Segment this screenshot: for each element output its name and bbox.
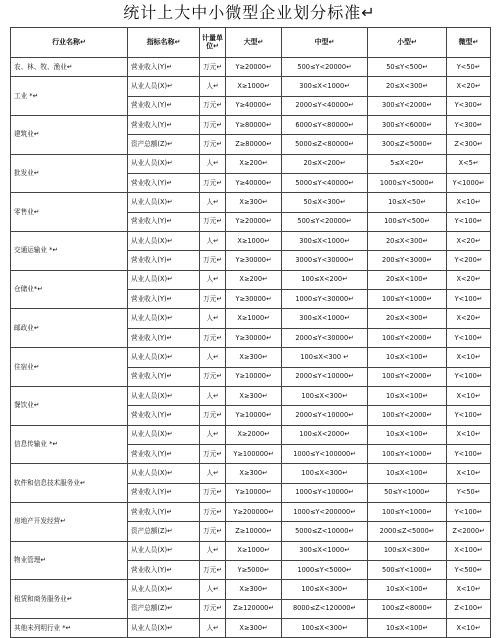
metric-cell: 从业人员(X)↵ xyxy=(128,541,200,560)
micro-cell: Y<500↵ xyxy=(447,560,491,579)
unit-cell: 万元↵ xyxy=(200,444,226,463)
medium-cell: 8000≤Z<120000↵ xyxy=(282,599,368,618)
metric-cell: 营业收入(Y)↵ xyxy=(128,96,200,115)
large-cell: X≥2000↵ xyxy=(226,425,282,444)
industry-name: 邮政业↵ xyxy=(11,309,128,348)
unit-cell: 人↵ xyxy=(200,77,226,96)
medium-cell: 20≤X<200↵ xyxy=(282,154,368,173)
small-cell: 200≤Y<3000↵ xyxy=(368,251,447,270)
unit-cell: 人↵ xyxy=(200,425,226,444)
small-cell: 100≤Y<2000↵ xyxy=(368,328,447,347)
metric-cell: 从业人员(X)↵ xyxy=(128,464,200,483)
medium-cell: 100≤X<300 ↵ xyxy=(282,348,368,367)
micro-cell: Y<50↵ xyxy=(447,58,491,77)
medium-cell: 2000≤Y<30000↵ xyxy=(282,328,368,347)
small-cell: 10≤X<100↵ xyxy=(368,348,447,367)
large-cell: X≥300↵ xyxy=(226,464,282,483)
micro-cell: X<20↵ xyxy=(447,232,491,251)
micro-cell: X<10↵ xyxy=(447,193,491,212)
metric-cell: 从业人员(X)↵ xyxy=(128,232,200,251)
table-row xyxy=(11,348,491,367)
large-cell: X≥300↵ xyxy=(226,618,282,637)
metric-cell: 营业收入(Y)↵ xyxy=(128,116,200,135)
large-cell: Y≥100000↵ xyxy=(226,444,282,463)
micro-cell: X<20↵ xyxy=(447,270,491,289)
large-cell: Z≥120000↵ xyxy=(226,599,282,618)
unit-cell: 万元↵ xyxy=(200,328,226,347)
large-cell: Y≥10000↵ xyxy=(226,367,282,386)
medium-cell: 300≤X<1000↵ xyxy=(282,541,368,560)
large-cell: Y≥20000↵ xyxy=(226,58,282,77)
unit-cell: 万元↵ xyxy=(200,174,226,193)
metric-cell: 从业人员(X)↵ xyxy=(128,154,200,173)
large-cell: X≥300↵ xyxy=(226,580,282,599)
medium-cell: 500≤Y<20000↵ xyxy=(282,58,368,77)
large-cell: X≥200↵ xyxy=(226,154,282,173)
micro-cell: Y<300↵ xyxy=(447,96,491,115)
small-cell: 100≤Z<8000↵ xyxy=(368,599,447,618)
large-cell: X≥300↵ xyxy=(226,348,282,367)
metric-cell: 营业收入(Y)↵ xyxy=(128,502,200,521)
table-row xyxy=(11,270,491,289)
unit-cell: 人↵ xyxy=(200,309,226,328)
page-title: 统计上大中小微型企业划分标准↵ xyxy=(123,3,376,22)
small-cell: 1000≤Y<5000↵ xyxy=(368,174,447,193)
small-cell: 20≤X<100↵ xyxy=(368,270,447,289)
small-cell: 2000≤Z<5000↵ xyxy=(368,522,447,541)
micro-cell: Y<200↵ xyxy=(447,251,491,270)
large-cell: X≥200↵ xyxy=(226,270,282,289)
table-row xyxy=(11,154,491,173)
unit-cell: 万元↵ xyxy=(200,599,226,618)
medium-cell: 500≤Y<20000↵ xyxy=(282,212,368,231)
large-cell: Y≥10000↵ xyxy=(226,483,282,502)
metric-cell: 从业人员(X)↵ xyxy=(128,77,200,96)
unit-cell: 万元↵ xyxy=(200,367,226,386)
micro-cell: Y<100↵ xyxy=(447,444,491,463)
table-body xyxy=(11,58,491,638)
small-cell: 10≤X<100↵ xyxy=(368,425,447,444)
large-cell: Y≥40000↵ xyxy=(226,96,282,115)
unit-cell: 人↵ xyxy=(200,618,226,637)
small-cell: 100≤X<300↵ xyxy=(368,541,447,560)
industry-name: 农、林、牧、渔业↵ xyxy=(11,58,128,77)
medium-cell: 1000≤Y<10000↵ xyxy=(282,483,368,502)
micro-cell: X<20↵ xyxy=(447,77,491,96)
large-cell: X≥1000↵ xyxy=(226,77,282,96)
large-cell: Y≥5000↵ xyxy=(226,560,282,579)
unit-cell: 人↵ xyxy=(200,580,226,599)
unit-cell: 人↵ xyxy=(200,232,226,251)
micro-cell: Y<300↵ xyxy=(447,116,491,135)
table-row xyxy=(11,77,491,96)
metric-cell: 从业人员(X)↵ xyxy=(128,580,200,599)
micro-cell: X<100↵ xyxy=(447,541,491,560)
small-cell: 100≤Y<2000↵ xyxy=(368,367,447,386)
small-cell: 10≤X<100↵ xyxy=(368,580,447,599)
micro-cell: X<10↵ xyxy=(447,348,491,367)
header-large: 大型↵ xyxy=(226,28,282,58)
small-cell: 100≤Y<1000↵ xyxy=(368,290,447,309)
small-cell: 100≤Y<500↵ xyxy=(368,212,447,231)
metric-cell: 营业收入(Y)↵ xyxy=(128,560,200,579)
small-cell: 300≤Y<6000↵ xyxy=(368,116,447,135)
unit-cell: 万元↵ xyxy=(200,560,226,579)
unit-cell: 万元↵ xyxy=(200,522,226,541)
unit-cell: 人↵ xyxy=(200,386,226,405)
micro-cell: Z<100↵ xyxy=(447,599,491,618)
medium-cell: 5000≤Y<40000↵ xyxy=(282,174,368,193)
small-cell: 10≤X<100↵ xyxy=(368,618,447,637)
large-cell: Y≥80000↵ xyxy=(226,116,282,135)
industry-name: 租赁和商务服务业↵ xyxy=(11,580,128,619)
industry-name: 工业 *↵ xyxy=(11,77,128,116)
small-cell: 5≤X<20↵ xyxy=(368,154,447,173)
medium-cell: 100≤X<300↵ xyxy=(282,386,368,405)
industry-name: 软件和信息技术服务业↵ xyxy=(11,464,128,503)
unit-cell: 万元↵ xyxy=(200,135,226,154)
small-cell: 100≤Y<2000↵ xyxy=(368,406,447,425)
metric-cell: 营业收入(Y)↵ xyxy=(128,58,200,77)
micro-cell: X<5↵ xyxy=(447,154,491,173)
large-cell: Y≥30000↵ xyxy=(226,328,282,347)
header-small: 小型↵ xyxy=(368,28,447,58)
large-cell: X≥300↵ xyxy=(226,193,282,212)
unit-cell: 人↵ xyxy=(200,541,226,560)
industry-name: 仓储业*↵ xyxy=(11,270,128,309)
medium-cell: 100≤X<2000↵ xyxy=(282,425,368,444)
classification-table xyxy=(10,27,491,638)
unit-cell: 万元↵ xyxy=(200,251,226,270)
micro-cell: X<10↵ xyxy=(447,580,491,599)
large-cell: Y≥20000↵ xyxy=(226,212,282,231)
small-cell: 20≤X<300↵ xyxy=(368,232,447,251)
micro-cell: Z<2000↵ xyxy=(447,522,491,541)
metric-cell: 从业人员(X)↵ xyxy=(128,309,200,328)
medium-cell: 100≤X<200↵ xyxy=(282,270,368,289)
table-row xyxy=(11,425,491,444)
micro-cell: Z<300↵ xyxy=(447,135,491,154)
medium-cell: 1000≤Y<30000↵ xyxy=(282,290,368,309)
micro-cell: Y<1000↵ xyxy=(447,174,491,193)
small-cell: 100≤Y<1000↵ xyxy=(368,502,447,521)
medium-cell: 100≤X<300↵ xyxy=(282,464,368,483)
medium-cell: 5000≤Z<10000↵ xyxy=(282,522,368,541)
large-cell: X≥300↵ xyxy=(226,386,282,405)
table-row xyxy=(11,309,491,328)
micro-cell: X<10↵ xyxy=(447,386,491,405)
small-cell: 50≤Y<500↵ xyxy=(368,58,447,77)
industry-name: 住宿业↵ xyxy=(11,348,128,387)
medium-cell: 2000≤Y<10000↵ xyxy=(282,367,368,386)
metric-cell: 从业人员(X)↵ xyxy=(128,270,200,289)
large-cell: Y≥30000↵ xyxy=(226,251,282,270)
large-cell: Y≥200000↵ xyxy=(226,502,282,521)
industry-name: 房地产开发经营↵ xyxy=(11,502,128,541)
industry-name: 批发业↵ xyxy=(11,154,128,193)
medium-cell: 1000≤Y<200000↵ xyxy=(282,502,368,521)
medium-cell: 300≤X<1000↵ xyxy=(282,232,368,251)
small-cell: 10≤X<100↵ xyxy=(368,464,447,483)
unit-cell: 人↵ xyxy=(200,348,226,367)
unit-cell: 万元↵ xyxy=(200,212,226,231)
unit-cell: 万元↵ xyxy=(200,58,226,77)
micro-cell: X<10↵ xyxy=(447,464,491,483)
small-cell: 50≤Y<1000↵ xyxy=(368,483,447,502)
large-cell: Z≥10000↵ xyxy=(226,522,282,541)
unit-cell: 人↵ xyxy=(200,154,226,173)
medium-cell: 100≤X<300↵ xyxy=(282,618,368,637)
header-industry: 行业名称↵ xyxy=(11,28,128,58)
large-cell: Y≥10000↵ xyxy=(226,406,282,425)
medium-cell: 50≤X<300↵ xyxy=(282,193,368,212)
medium-cell: 300≤X<1000↵ xyxy=(282,77,368,96)
unit-cell: 万元↵ xyxy=(200,406,226,425)
micro-cell: Y<100↵ xyxy=(447,502,491,521)
unit-cell: 万元↵ xyxy=(200,290,226,309)
header-unit: 计量单位↵ xyxy=(200,28,226,58)
metric-cell: 从业人员(X)↵ xyxy=(128,386,200,405)
industry-name: 交通运输业 *↵ xyxy=(11,232,128,271)
small-cell: 10≤X<50↵ xyxy=(368,193,447,212)
small-cell: 20≤X<300↵ xyxy=(368,309,447,328)
table-row xyxy=(11,386,491,405)
metric-cell: 营业收入(Y)↵ xyxy=(128,174,200,193)
micro-cell: X<10↵ xyxy=(447,425,491,444)
metric-cell: 资产总额(Z)↵ xyxy=(128,599,200,618)
medium-cell: 5000≤Z<80000↵ xyxy=(282,135,368,154)
micro-cell: X<20↵ xyxy=(447,309,491,328)
medium-cell: 2000≤Y<40000↵ xyxy=(282,96,368,115)
metric-cell: 营业收入(Y)↵ xyxy=(128,406,200,425)
large-cell: X≥1000↵ xyxy=(226,232,282,251)
table-row xyxy=(11,580,491,599)
metric-cell: 营业收入(Y)↵ xyxy=(128,290,200,309)
metric-cell: 营业收入(Y)↵ xyxy=(128,212,200,231)
unit-cell: 万元↵ xyxy=(200,96,226,115)
unit-cell: 万元↵ xyxy=(200,483,226,502)
industry-name: 其他未列明行业 *↵ xyxy=(11,618,128,637)
unit-cell: 万元↵ xyxy=(200,502,226,521)
metric-cell: 营业收入(Y)↵ xyxy=(128,251,200,270)
small-cell: 10≤X<100↵ xyxy=(368,386,447,405)
industry-name: 零售业↵ xyxy=(11,193,128,232)
medium-cell: 6000≤Y<80000↵ xyxy=(282,116,368,135)
header-row xyxy=(11,28,491,58)
micro-cell: Y<100↵ xyxy=(447,406,491,425)
small-cell: 100≤Y<1000↵ xyxy=(368,444,447,463)
table-row xyxy=(11,502,491,521)
metric-cell: 资产总额(Z)↵ xyxy=(128,522,200,541)
header-metric: 指标名称↵ xyxy=(128,28,200,58)
metric-cell: 资产总额(Z)↵ xyxy=(128,135,200,154)
metric-cell: 营业收入(Y)↵ xyxy=(128,483,200,502)
small-cell: 300≤Y<2000↵ xyxy=(368,96,447,115)
industry-name: 信息传输业 *↵ xyxy=(11,425,128,464)
unit-cell: 人↵ xyxy=(200,193,226,212)
large-cell: Y≥40000↵ xyxy=(226,174,282,193)
medium-cell: 1000≤Y<5000↵ xyxy=(282,560,368,579)
metric-cell: 从业人员(X)↵ xyxy=(128,425,200,444)
table-row xyxy=(11,464,491,483)
metric-cell: 从业人员(X)↵ xyxy=(128,193,200,212)
metric-cell: 从业人员(X)↵ xyxy=(128,618,200,637)
large-cell: X≥1000↵ xyxy=(226,309,282,328)
micro-cell: Y<100↵ xyxy=(447,328,491,347)
large-cell: Y≥30000↵ xyxy=(226,290,282,309)
unit-cell: 人↵ xyxy=(200,270,226,289)
medium-cell: 100≤X<300↵ xyxy=(282,580,368,599)
industry-name: 餐饮业↵ xyxy=(11,386,128,425)
micro-cell: Y<100↵ xyxy=(447,290,491,309)
table-row xyxy=(11,541,491,560)
table-row xyxy=(11,193,491,212)
unit-cell: 人↵ xyxy=(200,464,226,483)
metric-cell: 营业收入(Y)↵ xyxy=(128,328,200,347)
table-row xyxy=(11,232,491,251)
metric-cell: 营业收入(Y)↵ xyxy=(128,444,200,463)
unit-cell: 万元↵ xyxy=(200,116,226,135)
micro-cell: Y<100↵ xyxy=(447,212,491,231)
small-cell: 500≤Y<1000↵ xyxy=(368,560,447,579)
micro-cell: Y<50↵ xyxy=(447,483,491,502)
metric-cell: 营业收入(Y)↵ xyxy=(128,367,200,386)
industry-name: 物业管理↵ xyxy=(11,541,128,580)
table-row xyxy=(11,116,491,135)
micro-cell: X<10↵ xyxy=(447,618,491,637)
header-micro: 微型↵ xyxy=(447,28,491,58)
small-cell: 20≤X<300↵ xyxy=(368,77,447,96)
micro-cell: Y<100↵ xyxy=(447,367,491,386)
medium-cell: 1000≤Y<100000↵ xyxy=(282,444,368,463)
industry-name: 建筑业↵ xyxy=(11,116,128,155)
medium-cell: 2000≤Y<10000↵ xyxy=(282,406,368,425)
header-medium: 中型↵ xyxy=(282,28,368,58)
small-cell: 300≤Z<5000↵ xyxy=(368,135,447,154)
large-cell: X≥1000↵ xyxy=(226,541,282,560)
medium-cell: 300≤X<1000↵ xyxy=(282,309,368,328)
medium-cell: 3000≤Y<30000↵ xyxy=(282,251,368,270)
table-row xyxy=(11,58,491,77)
large-cell: Z≥80000↵ xyxy=(226,135,282,154)
metric-cell: 从业人员(X)↵ xyxy=(128,348,200,367)
table-row xyxy=(11,618,491,637)
